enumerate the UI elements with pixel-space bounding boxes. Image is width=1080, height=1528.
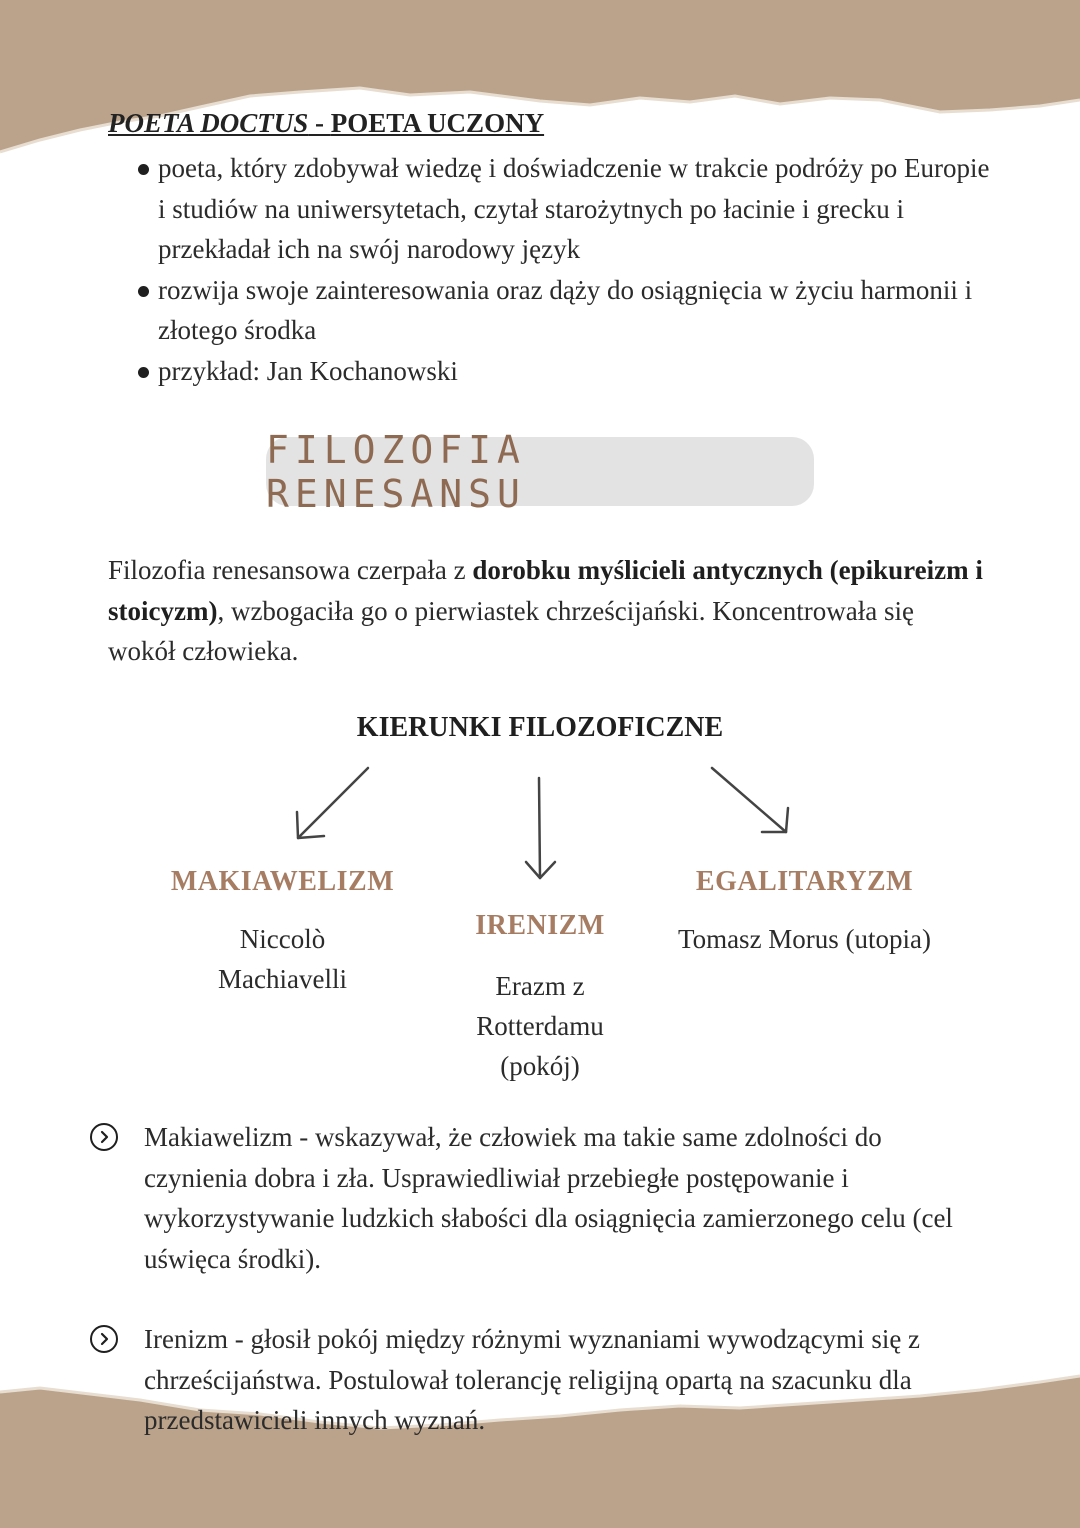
- list-item-text: rozwija swoje zainteresowania oraz dąży do osiągnięcia w życiu harmonii i złotego środka: [158, 274, 973, 345]
- intro-bold-text: dorobku myślicieli antycznych (epikureizm i stoicyzm): [108, 555, 983, 626]
- arrow-right-icon: [712, 768, 788, 832]
- note-makiawelizm: [90, 1117, 990, 1279]
- arrow-left-icon: [297, 768, 368, 838]
- branch-name: MAKIAWELIZM: [170, 866, 395, 897]
- diagram-title: KIERUNKI FILOZOFICZNE: [356, 712, 724, 743]
- branch-desc: Erazm z Rotterdamu (pokój): [476, 971, 604, 1081]
- branch-name: EGALITARYZM: [695, 866, 914, 897]
- branch-makiawelizm: [150, 866, 415, 999]
- branch-desc: Tomasz Morus (utopia): [677, 924, 932, 954]
- chevron-right-circle-icon: [90, 1325, 118, 1353]
- list-item-text: poeta, który zdobywał wiedzę i doświadczenie w trakcie podróży po Europie i studiów na uniwersytetach, czytał starożytnych po łacinie i grecku i przekładał ich na swój narodowy język: [158, 153, 990, 264]
- intro-text-end: , wzbogaciła go o pierwiastek chrześcijański. Koncentrowała się wokół człowieka.: [108, 595, 914, 666]
- arrow-down-icon: [526, 778, 555, 878]
- branch-egalitaryzm: [672, 866, 937, 959]
- heading-separator: -: [308, 108, 331, 138]
- note-text: Makiawelizm - wskazywał, że człowiek ma takie same zdolności do czynienia dobra i zła. Usprawiedliwiał przebiegłe postępowanie i wykorzystywanie ludzkich słabości dla osiągnięcia zamierzonego celu (cel uświęca środki).: [144, 1122, 953, 1274]
- note-text: Irenizm - głosił pokój między różnymi wyznaniami wywodzącymi się z chrześcijaństwa. Postulował tolerancję religijną opartą na szacunku dla przedstawicieli innych wyznań.: [144, 1324, 921, 1435]
- intro-text: Filozofia renesansowa czerpała z: [108, 555, 473, 585]
- heading-polish: POETA UCZONY: [330, 108, 545, 138]
- note-irenizm: [90, 1319, 990, 1441]
- section-title: FILOZOFIA RENESANSU: [266, 437, 814, 506]
- branch-irenizm: [420, 910, 660, 1086]
- branch-name: IRENIZM: [475, 910, 605, 941]
- heading-latin: POETA DOCTUS: [108, 108, 309, 138]
- branch-desc: Niccolò Machiavelli: [218, 924, 347, 994]
- list-item-text: przykład: Jan Kochanowski: [158, 355, 458, 386]
- chevron-right-circle-icon: [90, 1123, 118, 1151]
